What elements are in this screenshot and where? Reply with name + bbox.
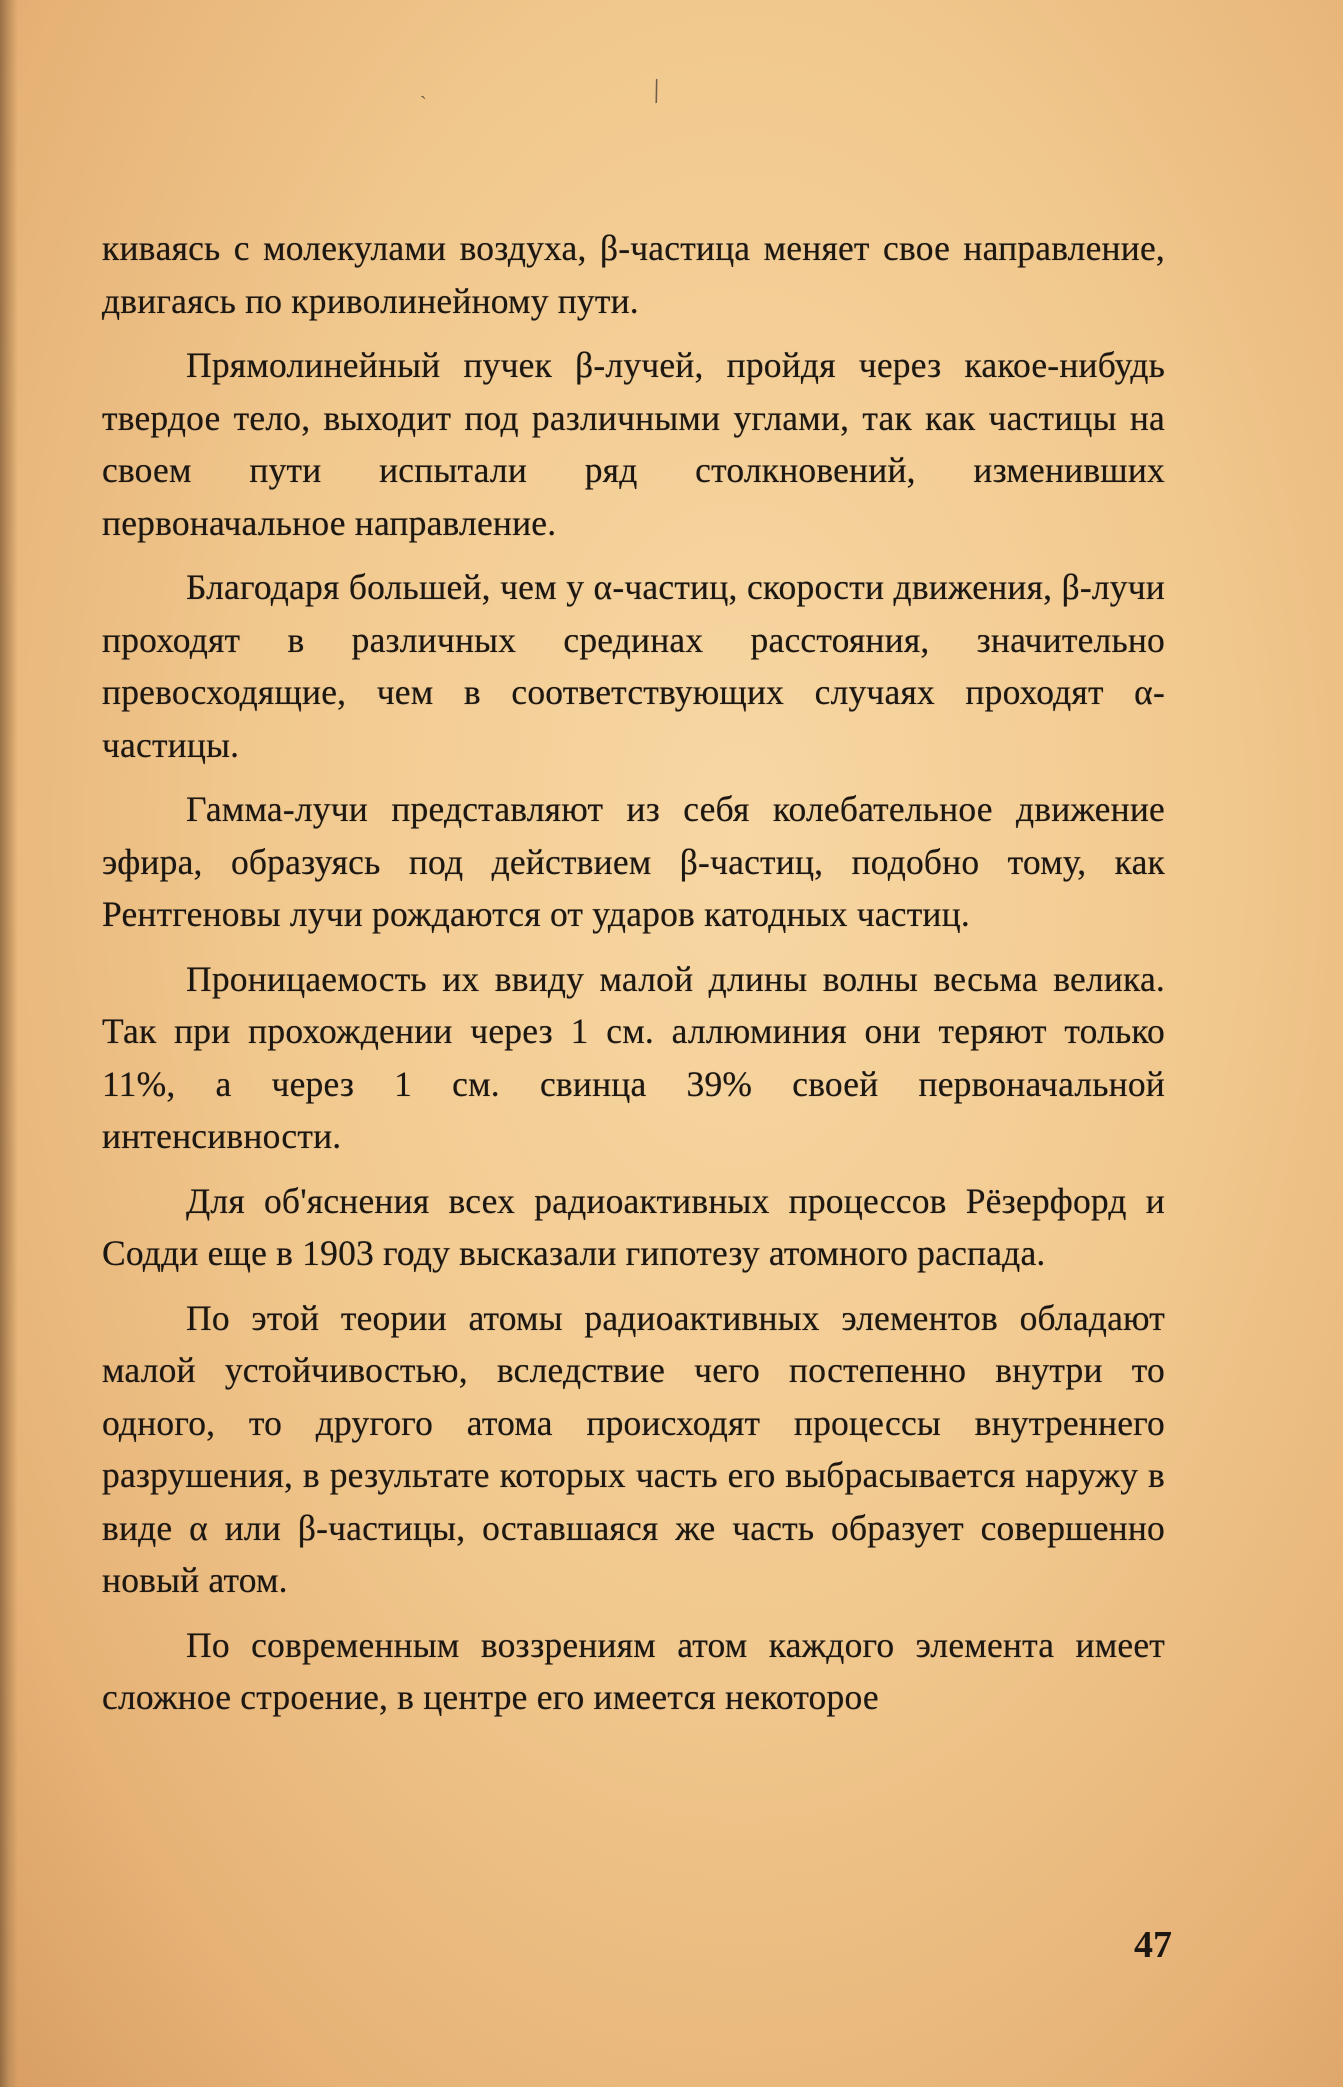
paragraph-2: Прямолинейный пучек β-лучей, пройдя через какое-нибудь твердое тело, выходит под различными углами, так как частицы на своем пути испытали ряд столкновений, изменивших первоначальное направление. bbox=[102, 345, 1165, 543]
page-binding-shadow bbox=[0, 0, 18, 2087]
paragraph-8: По современным воззрениям атом каждого элемента имеет сложное строение, в центре его имеется некоторое bbox=[102, 1624, 1165, 1717]
paragraph-6: Для об'яснения всех радиоактивных процессов Рёзерфорд и Содди еще в 1903 году высказали гипотезу атомного распада. bbox=[102, 1180, 1165, 1273]
page-text bbox=[102, 222, 1165, 1736]
page-number: 47 bbox=[1134, 1924, 1172, 1966]
paragraph-1: кивaясь с молекулами воздуха, β-частица меняет свое направление, двигаясь по криволинейному пути. bbox=[102, 228, 1165, 321]
paragraph-3: Благодаря большей, чем у α-частиц, скорости движения, β-лучи проходят в различных срединах расстояния, значительно превосходящие, чем в соответствующих случаях проходят α-частицы. bbox=[102, 567, 1165, 765]
paragraph-5: Проницаемость их ввиду малой длины волны весьма велика. Так при прохождении через 1 см. аллюминия они теряют только 11%, а через 1 см. свинца 39% своей первоначальной интенсивности. bbox=[102, 958, 1165, 1156]
pencil-mark-slash: / bbox=[646, 72, 667, 111]
paragraph-4: Гамма-лучи представляют из себя колебательное движение эфира, образуясь под действием β-частиц, подобно тому, как Рентгеновы лучи рождаются от ударов катодных частиц. bbox=[102, 789, 1165, 934]
paragraph-7: По этой теории атомы радиоактивных элементов обладают малой устойчивостью, вследствие чего постепенно внутри то одного, то другого атома происходят процессы внутреннего разрушения, в результате которых часть его выбрасывается наружу в виде α или β-частицы, оставшаяся же часть образует совершенно новый атом. bbox=[102, 1297, 1165, 1600]
pencil-mark-dot: ` bbox=[420, 93, 427, 115]
